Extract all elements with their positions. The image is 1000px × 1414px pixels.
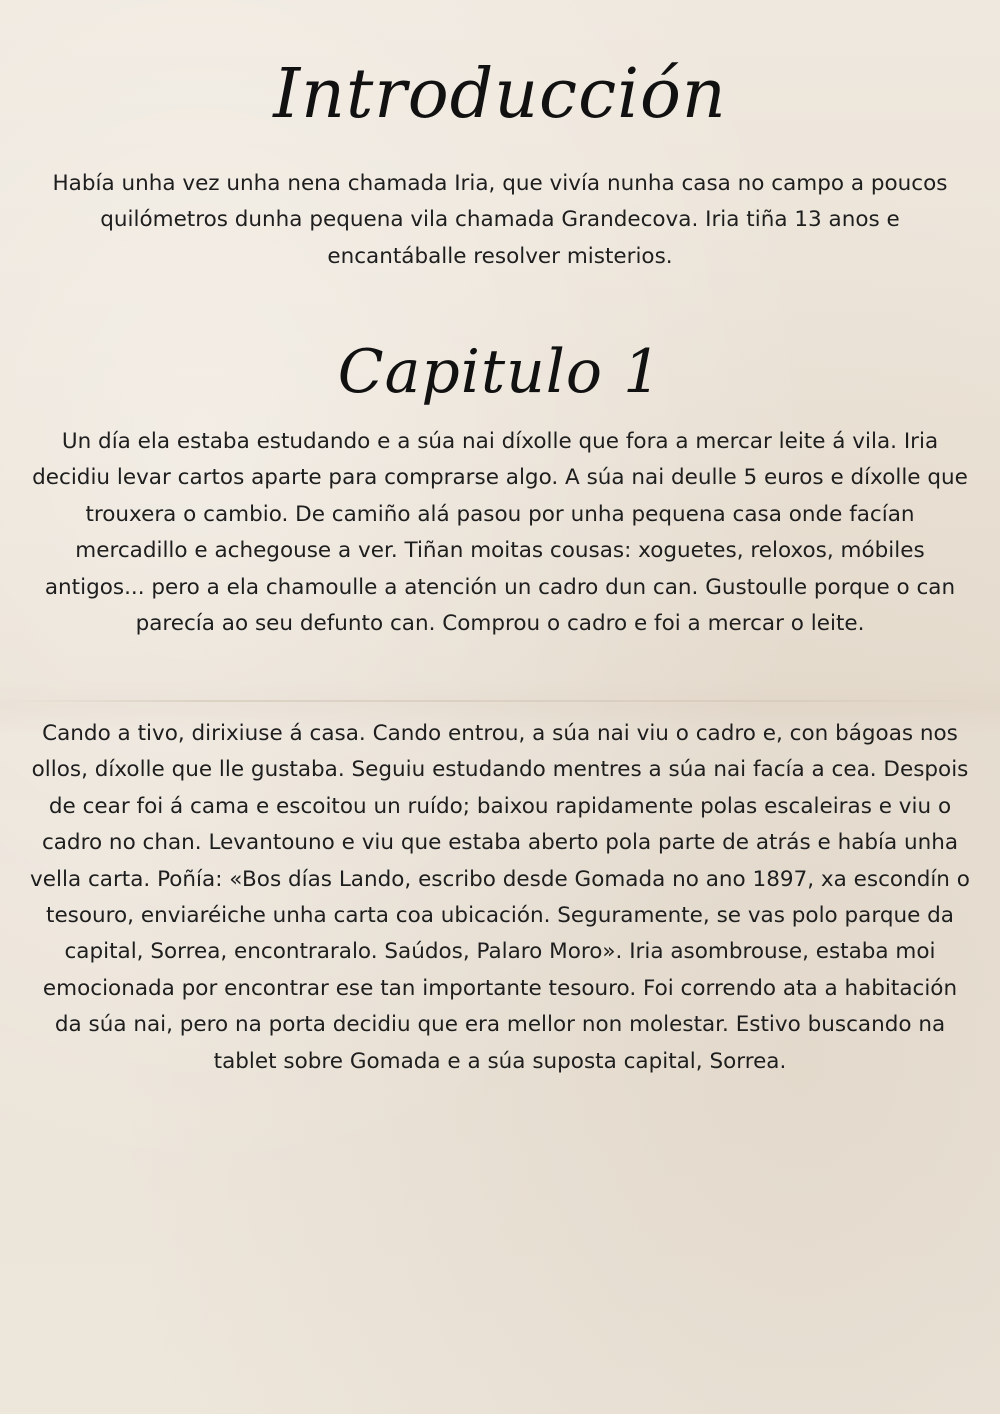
introduction-paragraph: Había unha vez unha nena chamada Iria, que vivía nunha casa no campo a poucos quilómetros dunha pequena vila chamada Grandecova. Iria tiña 13 anos e encantáballe resolver misterios. [52,171,948,269]
introduction-heading: Introducción [273,55,727,134]
paper-fold-line [0,700,1000,702]
chapter-1-paragraph-2: Cando a tivo, dirixiuse á casa. Cando entrou, a súa nai viu o cadro e, con bágoas nos ollos, díxolle que lle gustaba. Seguiu estudando mentres a súa nai facía a cea. Despois de cear foi á cama e escoitou un ruído; baixou rapidamente polas escaleiras e viu o cadro no chan. Levantouno e viu que estaba aberto pola parte de atrás e había unha vella carta. Poñía: «Bos días Lando, escribo desde Gomada no ano 1897, xa escondín o tesouro, enviaréiche unha carta coa ubicación. Seguramente, se vas polo parque da capital, Sorrea, encontraralo. Saúdos, Palaro Moro». Iria asombrouse, estaba moi emocionada por encontrar ese tan importante tesouro. Foi correndo ata a habitación da súa nai, pero na porta decidiu que era mellor non molestar. Estivo buscando na tablet sobre Gomada e a súa suposta capital, Sorrea. [30,721,970,1074]
chapter-1-paragraph-1: Un día ela estaba estudando e a súa nai díxolle que fora a mercar leite á vila. Iria decidiu levar cartos aparte para comprarse algo. A súa nai deulle 5 euros e díxolle que trouxera o cambio. De camiño alá pasou por unha pequena casa onde facían mercadillo e achegouse a ver. Tiñan moitas cousas: xoguetes, reloxos, móbiles antigos... pero a ela chamoulle a atención un cadro dun can. Gustoulle porque o can parecía ao seu defunto can. Comprou o cadro e foi a mercar o leite. [32,429,968,637]
chapter-1-heading: Capitulo 1 [337,337,663,407]
